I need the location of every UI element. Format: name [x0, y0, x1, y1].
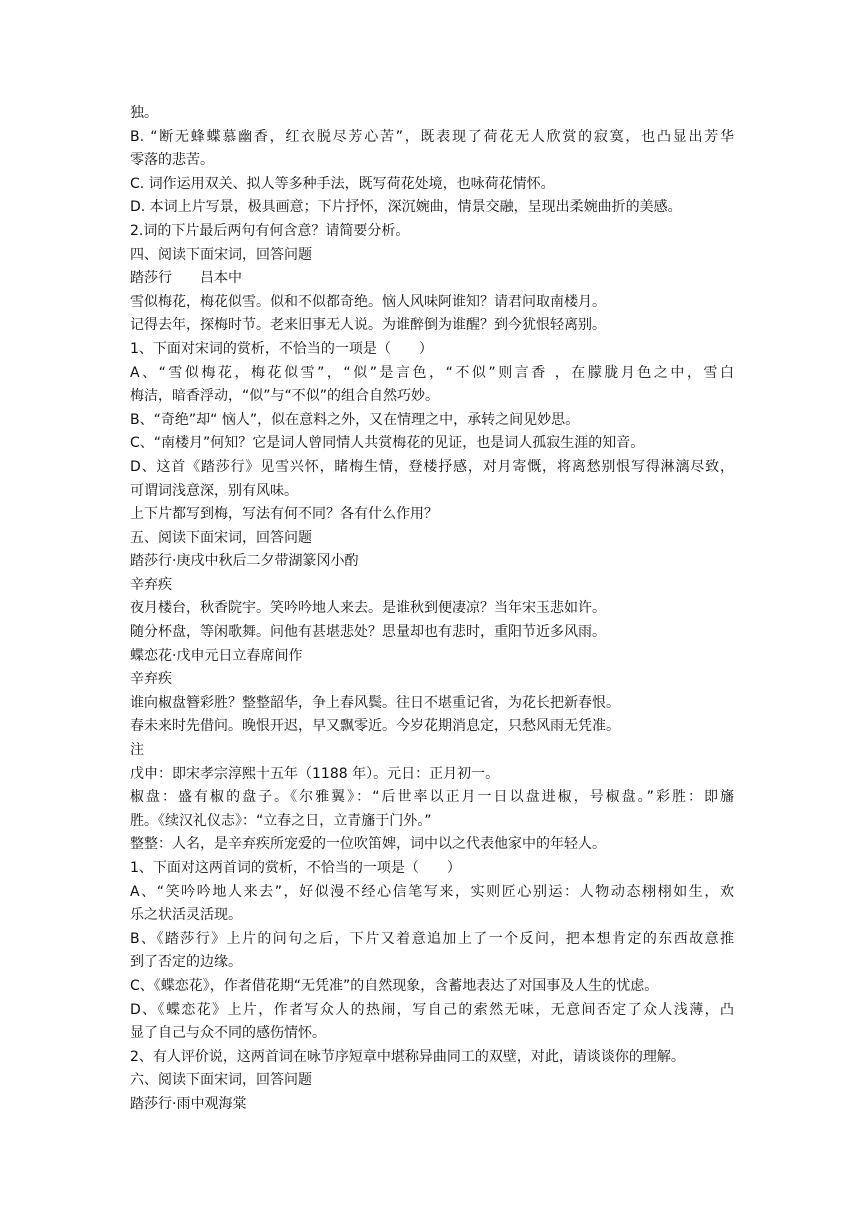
text-line: 辛弃疾: [130, 671, 172, 688]
text-line: 2、有人评价说，这两首词在咏节序短章中堪称异曲同工的双壁，对此，请谈谈你的理解。: [130, 1048, 685, 1065]
text-line: B. “断无蜂蝶慕幽香，红衣脱尽芳心苦”，既表现了荷花无人欣赏的寂寞，也凸显出芳华: [130, 128, 734, 145]
text-line: 零落的悲苦。: [130, 152, 214, 169]
text-line: 谁向椒盘簪彩胜？整整韶华，争上春风鬓。往日不堪重记省，为花长把新春恨。: [130, 694, 620, 711]
text-line: C、《蝶恋花》，作者借花期“无凭准”的自然现象，含蓄地表达了对国事及人生的忧虑。: [130, 977, 659, 994]
text-line: 1、下面对宋词的赏析，不恰当的一项是（ ）: [130, 340, 433, 357]
text-line: 可谓词浅意深，别有风味。: [130, 482, 298, 499]
text-line: 踏莎行·雨中观海棠: [130, 1095, 247, 1112]
text-line: 上下片都写到梅，写法有何不同？各有什么作用？: [130, 506, 438, 523]
document-page: [130, 102, 734, 1117]
text-line: A、“笑吟吟地人来去”，好似漫不经心信笔写来，实则匠心别运：人物动态栩栩如生，欢: [130, 883, 734, 900]
text-line: 雪似梅花，梅花似雪。似和不似都奇绝。恼人风味阿谁知？请君问取南楼月。: [130, 293, 606, 310]
text-line: 随分杯盘，等闲歌舞。问他有甚堪悲处？思量却也有悲时，重阳节近多风雨。: [130, 624, 606, 641]
text-line: 夜月楼台，秋香院宇。笑吟吟地人来去。是谁秋到便凄凉？当年宋玉悲如许。: [130, 600, 606, 617]
text-line: 六、阅读下面宋词，回答问题: [130, 1072, 312, 1089]
text-line: 戊申：即宋孝宗淳熙十五年（1188 年）。元日：正月初一。: [130, 765, 500, 782]
text-line: B、“奇绝”却“ 恼人”，似在意料之外，又在情理之中，承转之间见妙思。: [130, 411, 580, 428]
text-line: 胜。《续汉礼仪志》：“立春之日，立青旛于门外。”: [130, 812, 432, 829]
text-line: 四、阅读下面宋词，回答问题: [130, 246, 312, 263]
text-line: D、《蝶恋花》上片，作者写众人的热闹，写自己的索然无味，无意间否定了众人浅薄，凸: [130, 1001, 734, 1018]
text-line: 梅洁，暗香浮动，“似”与“不似”的组合自然巧妙。: [130, 388, 440, 405]
text-line: B、《踏莎行》上片的问句之后，下片又着意追加上了一个反问，把本想肯定的东西故意推: [130, 930, 734, 947]
text-line: 注: [130, 742, 144, 759]
text-line: 踏莎行 吕本中: [130, 270, 242, 287]
text-line: D. 本词上片写景，极具画意；下片抒怀，深沉婉曲，情景交融，呈现出柔婉曲折的美感。: [130, 199, 682, 216]
text-line: C. 词作运用双关、拟人等多种手法，既写荷花处境，也咏荷花情怀。: [130, 175, 555, 192]
text-line: 椒盘：盛有椒的盘子。《尔雅翼》：“后世率以正月一日以盘进椒，号椒盘。”彩胜：即旛: [130, 789, 734, 806]
text-line: 春未来时先借问。晚恨开迟，早又飘零近。今岁花期消息定，只愁风雨无凭准。: [130, 718, 620, 735]
text-line: D、这首《踏莎行》见雪兴怀，睹梅生情，登楼抒感，对月寄慨，将离愁别恨写得淋漓尽致，: [130, 458, 734, 475]
text-line: 2.词的下片最后两句有何含意？请简要分析。: [130, 222, 410, 239]
text-line: 记得去年，探梅时节。老来旧事无人说。为谁醉倒为谁醒？到今犹恨轻离别。: [130, 317, 606, 334]
text-line: A、“雪似梅花，梅花似雪”，“似”是言色，“不似”则言香 ，在朦胧月色之中，雪白: [130, 364, 734, 381]
text-line: 独。: [130, 105, 158, 121]
text-line: 显了自己与众不同的感伤情怀。: [130, 1025, 326, 1042]
text-line: 到了否定的边缘。: [130, 954, 242, 971]
text-line: 踏莎行·庚戌中秋后二夕带湖篆冈小酌: [130, 553, 359, 570]
text-line: 1、下面对这两首词的赏析，不恰当的一项是（ ）: [130, 860, 461, 876]
text-line: 乐之状活灵活现。: [130, 907, 242, 924]
text-line: 蝶恋花·戊申元日立春席间作: [130, 647, 303, 664]
text-line: 辛弃疾: [130, 576, 172, 593]
text-line: 五、阅读下面宋词，回答问题: [130, 529, 312, 546]
text-line: C、“南楼月”何知？它是词人曾同情人共赏梅花的见证，也是词人孤寂生涯的知音。: [130, 435, 645, 452]
text-line: 整整：人名，是辛弃疾所宠爱的一位吹笛婢，词中以之代表他家中的年轻人。: [130, 836, 606, 853]
